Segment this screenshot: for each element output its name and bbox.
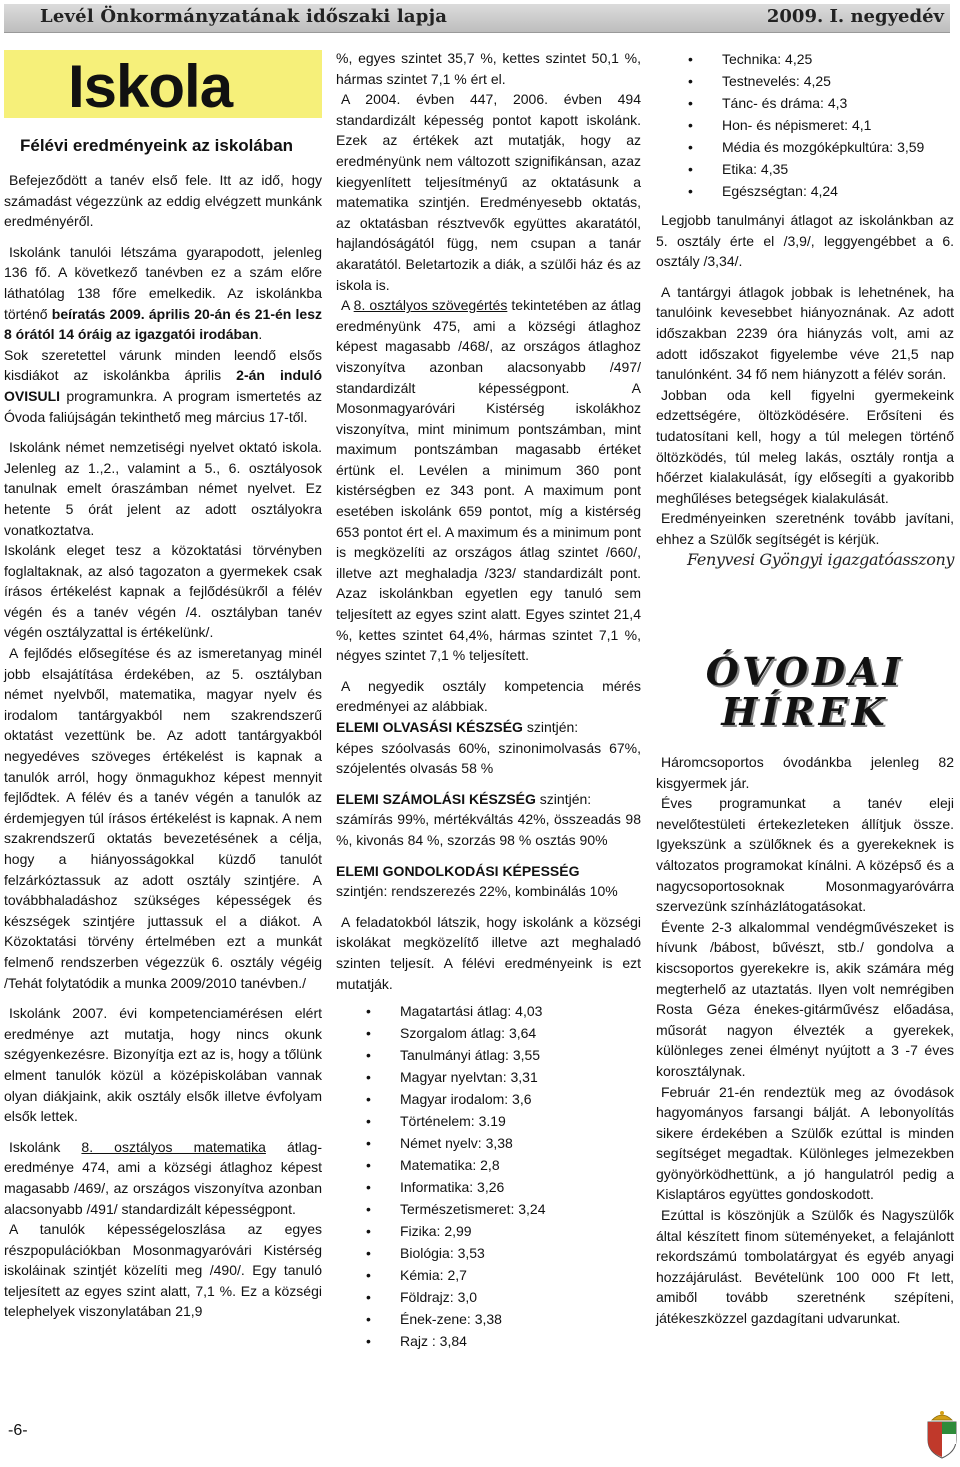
paragraph: Éves programunkat a tanév eleji nevelőtestületi értekezleteken állítjuk össze. Igyekszünk a szülőknek és a gyerekeknek is változatos programokat kínálni. A középső és a nagycsoportosoknak Mosonmagyaróvárra szervezünk színházlátogatásokat. xyxy=(656,795,954,915)
paragraph: Iskolánk eleget tesz a közoktatási törvényben foglaltaknak, az alsó tagozaton a gyermekek csak írásos értékelést kapnak a fejlődésükről a félév végén és a tanév végén /4. osztályban tanév végén osztályzattal is értékelünk/. xyxy=(4,542,322,641)
section-title: Iskola xyxy=(68,53,233,120)
column-3 xyxy=(656,48,954,570)
paragraph: %, egyes szintet 35,7 %, kettes szintet 50,1 %, hármas szintet 7,1 % ért el. xyxy=(336,50,641,87)
list-item: • Média és mozgóképkultúra: 3,59 xyxy=(722,136,954,158)
column-3-kindergarten xyxy=(656,752,954,1329)
signature: Fenyvesi Gyöngyi igazgatóasszony xyxy=(687,549,954,569)
issue-date: 2009. I. negyedév xyxy=(766,6,944,27)
list-item: • Magyar irodalom: 3,6 xyxy=(400,1088,641,1110)
paragraph: Befejeződött a tanév első fele. Itt az idő, hogy számadást végezzünk az eddig elvégzett munkánk eredményéről. xyxy=(4,172,322,230)
column-2 xyxy=(336,48,641,1358)
article-subtitle: Félévi eredményeink az iskolában xyxy=(20,136,294,155)
paragraph: Jobban oda kell figyelni gyermekeink edzettségére, öltözködésére. Erősíteni és tudatosítani kell, hogy a túl melegen történő öltözködés, túl meleg lakás, osztály rontja a hőérzet kialakulását, így elősegíti a gyakoribb meghűléses betegségek kialakulását. xyxy=(656,386,954,506)
coat-of-arms-icon xyxy=(924,1408,960,1460)
list-item: • Fizika: 2,99 xyxy=(400,1220,641,1242)
paragraph: Február 21-én rendeztük meg az óvodások hagyományos farsangi bálját. A lebonyolítás sikere érdekében a Szülők ezúttal is minden segítséget megadtak. Különleges jelmezekben gyönyörködhettünk, a jó hangulatról pedig a Kislaptáros együttes gondoskodott. xyxy=(656,1083,954,1203)
list-item: • Német nyelv: 3,38 xyxy=(400,1132,641,1154)
list-item: • Rajz : 3,84 xyxy=(400,1330,641,1352)
paragraph: A negyedik osztály kompetencia mérés eredményei az alábbiak. xyxy=(336,677,641,715)
paragraph: Háromcsoportos óvodánkba jelenleg 82 kisgyermek jár. xyxy=(656,754,954,791)
list-item: • Tánc- és dráma: 4,3 xyxy=(722,92,954,114)
paragraph: Évente 2-3 alkalommal vendégművészeket is hívunk /bábost, bűvészt, stb./ gondolva a kiscsoportos gyerekekre is, akik számára még megterhelő az utaztatás. Ilyen volt nemrégiben Rosta Géza énekes-gitárművész előadása, műsorát nagyon élvezték a gyerekek, különleges zenei élményt nyújtott a 3 -7 éves korosztálynak. xyxy=(656,918,954,1079)
paragraph: Sok szeretettel várunk minden leendő elsős kisdiákot az iskolánkba április 2-án induló OVISULI programunkra. A program ismertetés az Óvoda faliújságán tekinthető meg március 17-től. xyxy=(4,346,322,425)
paragraph: Iskolánk 2007. évi kompetenciamérésen elért eredménye azt mutatja, hogy nincs okunk szégyenkezésre. Bizonyítja ezt az is, hogy a tőlünk elment tanulók közül a középiskolában vannak olyan diákjaink, akik osztály elsők illetve évfolyam elsők lettek. xyxy=(4,1005,322,1125)
grades-list xyxy=(336,1000,641,1352)
paragraph: A fejlődés elősegítése és az ismeretanyag minél jobb elsajátítása érdekében, az 5. osztályban német nyelvből, matematika, magyar nyelv és irodalom tantárgyakból nem szakrendszerű oktatást vezettünk be. Az adott tantárgyakból negyedéves szöveges értékelést is kapnak a tanulók arról, hogy önmagukhoz képest mennyit fejlődtek. A félév és a tanév végén a tanulók az érdemjegyen túl írásos értékelést is kapnak. A nem szakrendszerű oktatás bevezetésének a célja, hogy a hiányosságokkal küzdő tanulót felzárkóztassuk az adott osztály szintjére. A továbbhaladáshoz szükséges képességek és készségek szintjére juttassuk el a diákot. A Közoktatási törvény értelmében ezt a munkát felmenő rendszerben végezzük 6. osztály végéig /Tehát folytatódik a munka 2009/2010 tanévben./ xyxy=(4,645,322,991)
paragraph: A tantárgyi átlagok jobbak is lehetnének, ha tanulóink kevesebbet hiányoznának. Az adott időszakban 2239 óra hiányzás volt, ami az adott időszakot figyelembe véve 21,5 nap tanulónként. 34 fő nem hiányzott a félév során. xyxy=(656,283,954,383)
list-item: • Egészségtan: 4,24 xyxy=(722,180,954,202)
list-item: • Biológia: 3,53 xyxy=(400,1242,641,1264)
publication-title: Levél Önkormányzatának időszaki lapja xyxy=(40,6,448,27)
paragraph: ELEMI OLVASÁSI KÉSZSÉG szintjén: xyxy=(336,719,579,735)
page-header xyxy=(0,0,960,36)
list-item: • Földrajz: 3,0 xyxy=(400,1286,641,1308)
ovodai-hirek-banner xyxy=(662,649,948,736)
paragraph: képes szóolvasás 60%, szinonimolvasás 67%, szójelentés olvasás 58 % xyxy=(336,739,641,777)
list-item: • Természetismeret: 3,24 xyxy=(400,1198,641,1220)
paragraph: Iskolánk 8. osztályos matematika átlag-eredménye 474, ami a községi átlaghoz képest magasabb /469/, az országos viszonyítva azonban alacsonyabb /491/ standardizált képességpont. xyxy=(4,1138,322,1217)
list-item: • Tanulmányi átlag: 3,55 xyxy=(400,1044,641,1066)
paragraph: szintjén: rendszerezés 22%, kombinálás 10% xyxy=(336,883,618,900)
paragraph: Eredményeinken szeretnénk tovább javítani, ehhez a Szülők segítségét is kérjük. xyxy=(656,510,954,547)
banner-line: ÓVODAI xyxy=(705,649,905,694)
list-item: • Hon- és népismeret: 4,1 xyxy=(722,114,954,136)
paragraph: A 2004. évben 447, 2006. évben 494 standardizált képesség pontot kapott iskolánk. Ezek az értékek azt mutatják, hogy az eredményünk nem változott szignifikánsan, azaz kiegyenlített teljesítményű az oktatásunk a matematika szintjén. Eredményesebb oktatás, az oktatásban résztvevők együttes akaratától, hajlandóságától függ, nem csupan a tanár akaratától. Beletartozik a diák, a szülői ház és az iskola is. xyxy=(336,91,641,293)
grades-list-continued xyxy=(656,48,954,202)
list-item: • Testnevelés: 4,25 xyxy=(722,70,954,92)
paragraph: Iskolánk tanulói létszáma gyarapodott, jelenleg 136 fő. A következő tanévben ez a szám előre láthatólag 138 főre emelkedik. Az iskolánkba történő beíratás 2009. április 20-án és 21-én lesz 8 órától 14 óráig az igazgatói irodában. xyxy=(4,243,322,343)
list-item: • Etika: 4,35 xyxy=(722,158,954,180)
paragraph: Legjobb tanulmányi átlagot az iskolánkban az 5. osztály érte el /3,9/, leggyengébbet a 6. osztály /3,34/. xyxy=(656,212,954,270)
list-item: • Magatartási átlag: 4,03 xyxy=(400,1000,641,1022)
list-item: • Informatika: 3,26 xyxy=(400,1176,641,1198)
list-item: • Ének-zene: 3,38 xyxy=(400,1308,641,1330)
paragraph: ELEMI GONDOLKODÁSI KÉPESSÉG xyxy=(336,862,580,879)
list-item: • Technika: 4,25 xyxy=(722,48,954,70)
paragraph: Ezúttal is köszönjük a Szülők és Nagyszülők által készített finom süteményeket, a felajánlott rekordszámú tombolatárgyat és egyéb anyagi hozzájárulást. Bevételünk 100 000 Ft lett, amiből tovább szeretnénk szépíteni, játékeszközzel gazdagítani udvarunkat. xyxy=(656,1207,954,1327)
list-item: • Matematika: 2,8 xyxy=(400,1154,641,1176)
paragraph: A 8. osztályos szövegértés tekintetében az átlag eredményünk 475, ami a községi átlaghoz képest magasabb /468/, az országos átlaghoz viszonyítva azonban alacsonyabb /497/ standardizált képességpont. A Mosonmagyaróvári Kistérség iskolákhoz viszonyítva, mint minimum pontszámban, mint maximum pontszámban magasabb értéket értünk el. Levélen a minimum 360 pont kistérségben ez 343 pont. A maximum pont esetében iskolánk 659 pontot, míg a kistérség 653 pontot ért el. A maximum és a minimum pont is megközelíti az országos átlag szintet /660/, illetve azt meghaladja /323/ standardizált pont. Azaz iskolánkban egyetlen egy tanuló sem teljesített az egyes szint alatt. Egyes szintet 21,4 %, kettes szintet 64,4%, hármas szintet 7,1 %, négyes szintet 7,1 % teljesített. xyxy=(336,297,641,664)
list-item: • Szorgalom átlag: 3,64 xyxy=(400,1022,641,1044)
list-item: • Kémia: 2,7 xyxy=(400,1264,641,1286)
paragraph: A tanulók képességeloszlása az egyes részpopulációkban Mosonmagyaróvári Kistérség iskoláinak szintjét közelíti meg /490/. Egy tanuló teljesített az egyes szint alatt, 7,1 %. Ez a községi telephelyek viszonylatában 21,9 xyxy=(4,1221,322,1320)
paragraph: A feladatokból látszik, hogy iskolánk a községi iskolákat megközelítő illetve azt meghaladó szinten teljesít. A félévi eredményeink is ezt mutatják. xyxy=(336,913,641,992)
paragraph: ELEMI SZÁMOLÁSI KÉSZSÉG szintjén: xyxy=(336,790,592,807)
paragraph: számírás 99%, mértékváltás 42%, összeadás 98 %, kivonás 84 %, szorzás 98 % osztás 90% xyxy=(336,811,641,848)
paragraph: Iskolánk német nemzetiségi nyelvet oktató iskola. Jelenleg az 1.,2., valamint a 5., 6. osztályosok tanulnak emelt óraszámban német nyelvet. Ez hetente 5 órát jelent az adott osztályokra vonatkoztatva. xyxy=(4,439,322,538)
page-number: -6- xyxy=(8,1422,28,1439)
list-item: • Magyar nyelvtan: 3,31 xyxy=(400,1066,641,1088)
banner-line: HÍREK xyxy=(721,689,889,734)
list-item: • Történelem: 3.19 xyxy=(400,1110,641,1132)
column-1 xyxy=(4,170,322,1322)
